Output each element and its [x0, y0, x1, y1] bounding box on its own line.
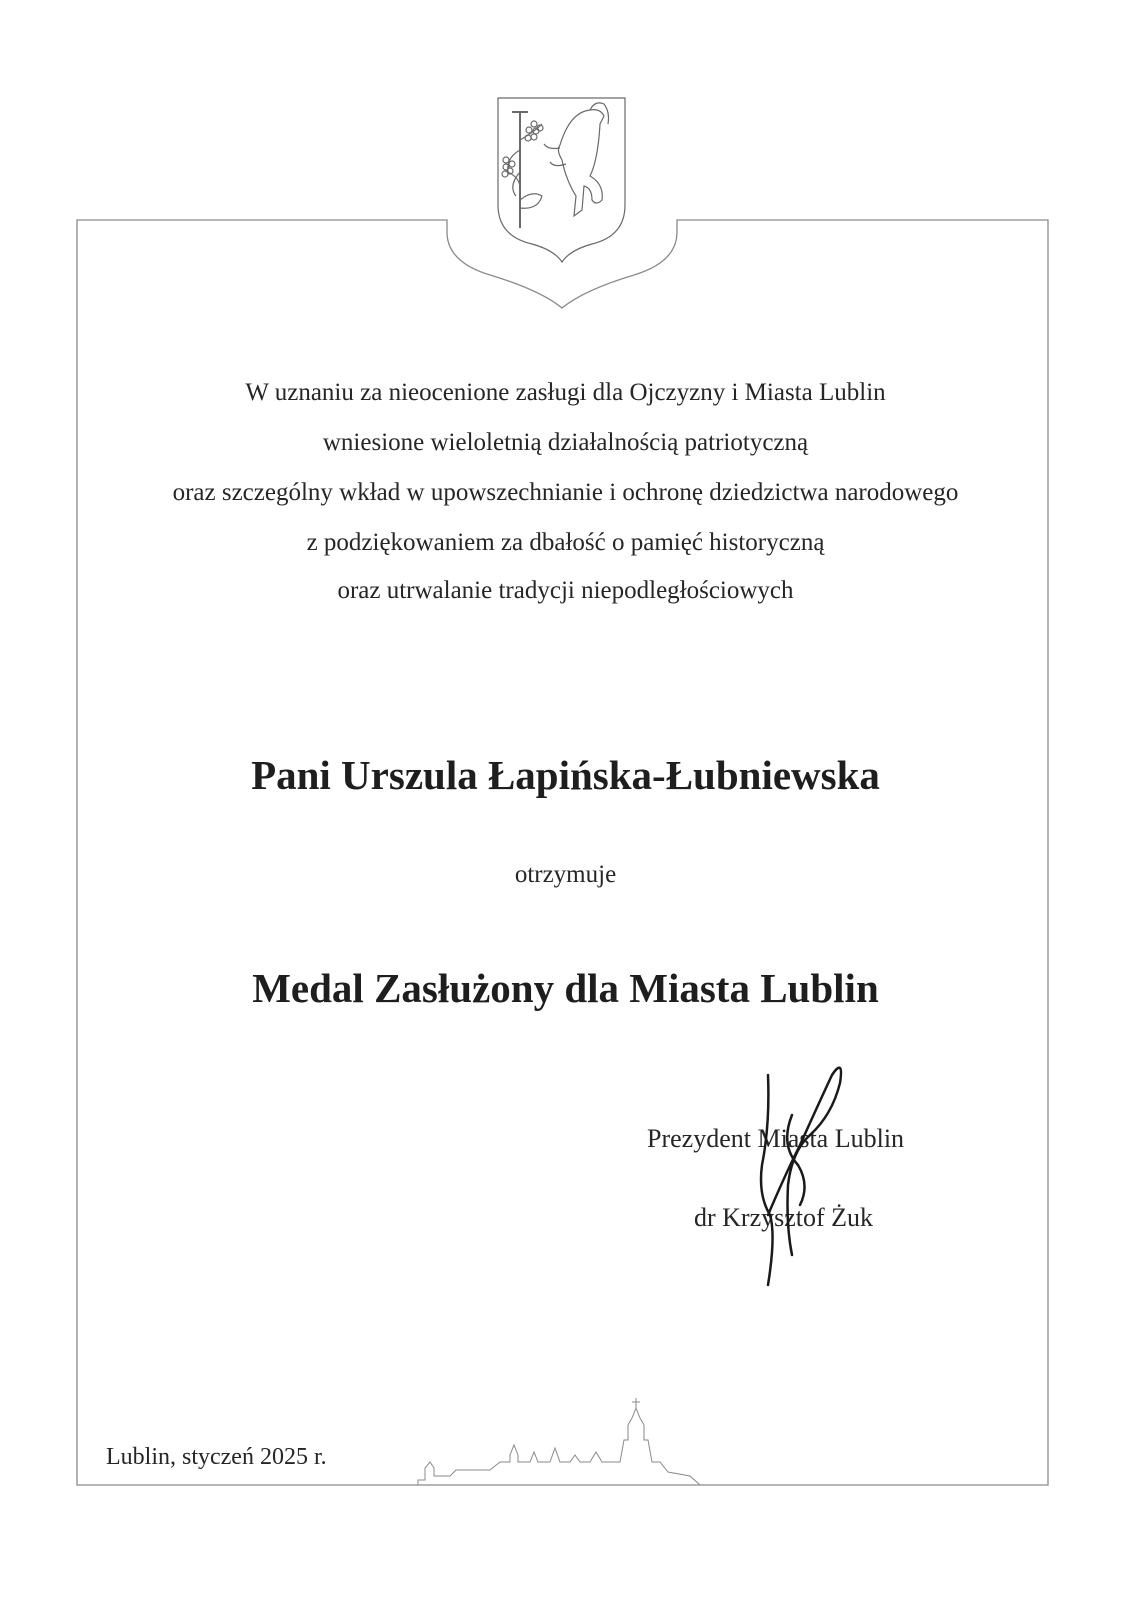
lublin-skyline-icon	[418, 1398, 700, 1485]
receives-label: otrzymuje	[514, 861, 617, 888]
place-and-date: Lublin, styczeń 2025 r.	[106, 1444, 327, 1470]
dedication-line-3: oraz szczególny wkład w upowszechnianie i ochronę dziedzictwa narodowego	[172, 479, 959, 506]
lublin-coat-of-arms-icon	[498, 98, 625, 262]
recipient-name: Pani Urszula Łapińska-Łubniewska	[251, 752, 880, 798]
dedication-line-1: W uznaniu za nieocenione zasługi dla Ojczyzny i Miasta Lublin	[245, 379, 886, 406]
dedication-line-2: wniesione wieloletnią działalnością patriotyczną	[322, 429, 809, 456]
dedication-line-4: z podziękowaniem za dbałość o pamięć historyczną	[306, 529, 825, 556]
award-title: Medal Zasłużony dla Miasta Lublin	[252, 965, 879, 1011]
signatory-name: dr Krzysztof Żuk	[694, 1203, 874, 1232]
signatory-title: Prezydent Miasta Lublin	[647, 1124, 905, 1153]
handwritten-signature	[740, 1055, 870, 1305]
dedication-line-5: oraz utrwalanie tradycji niepodległościowych	[337, 577, 794, 604]
